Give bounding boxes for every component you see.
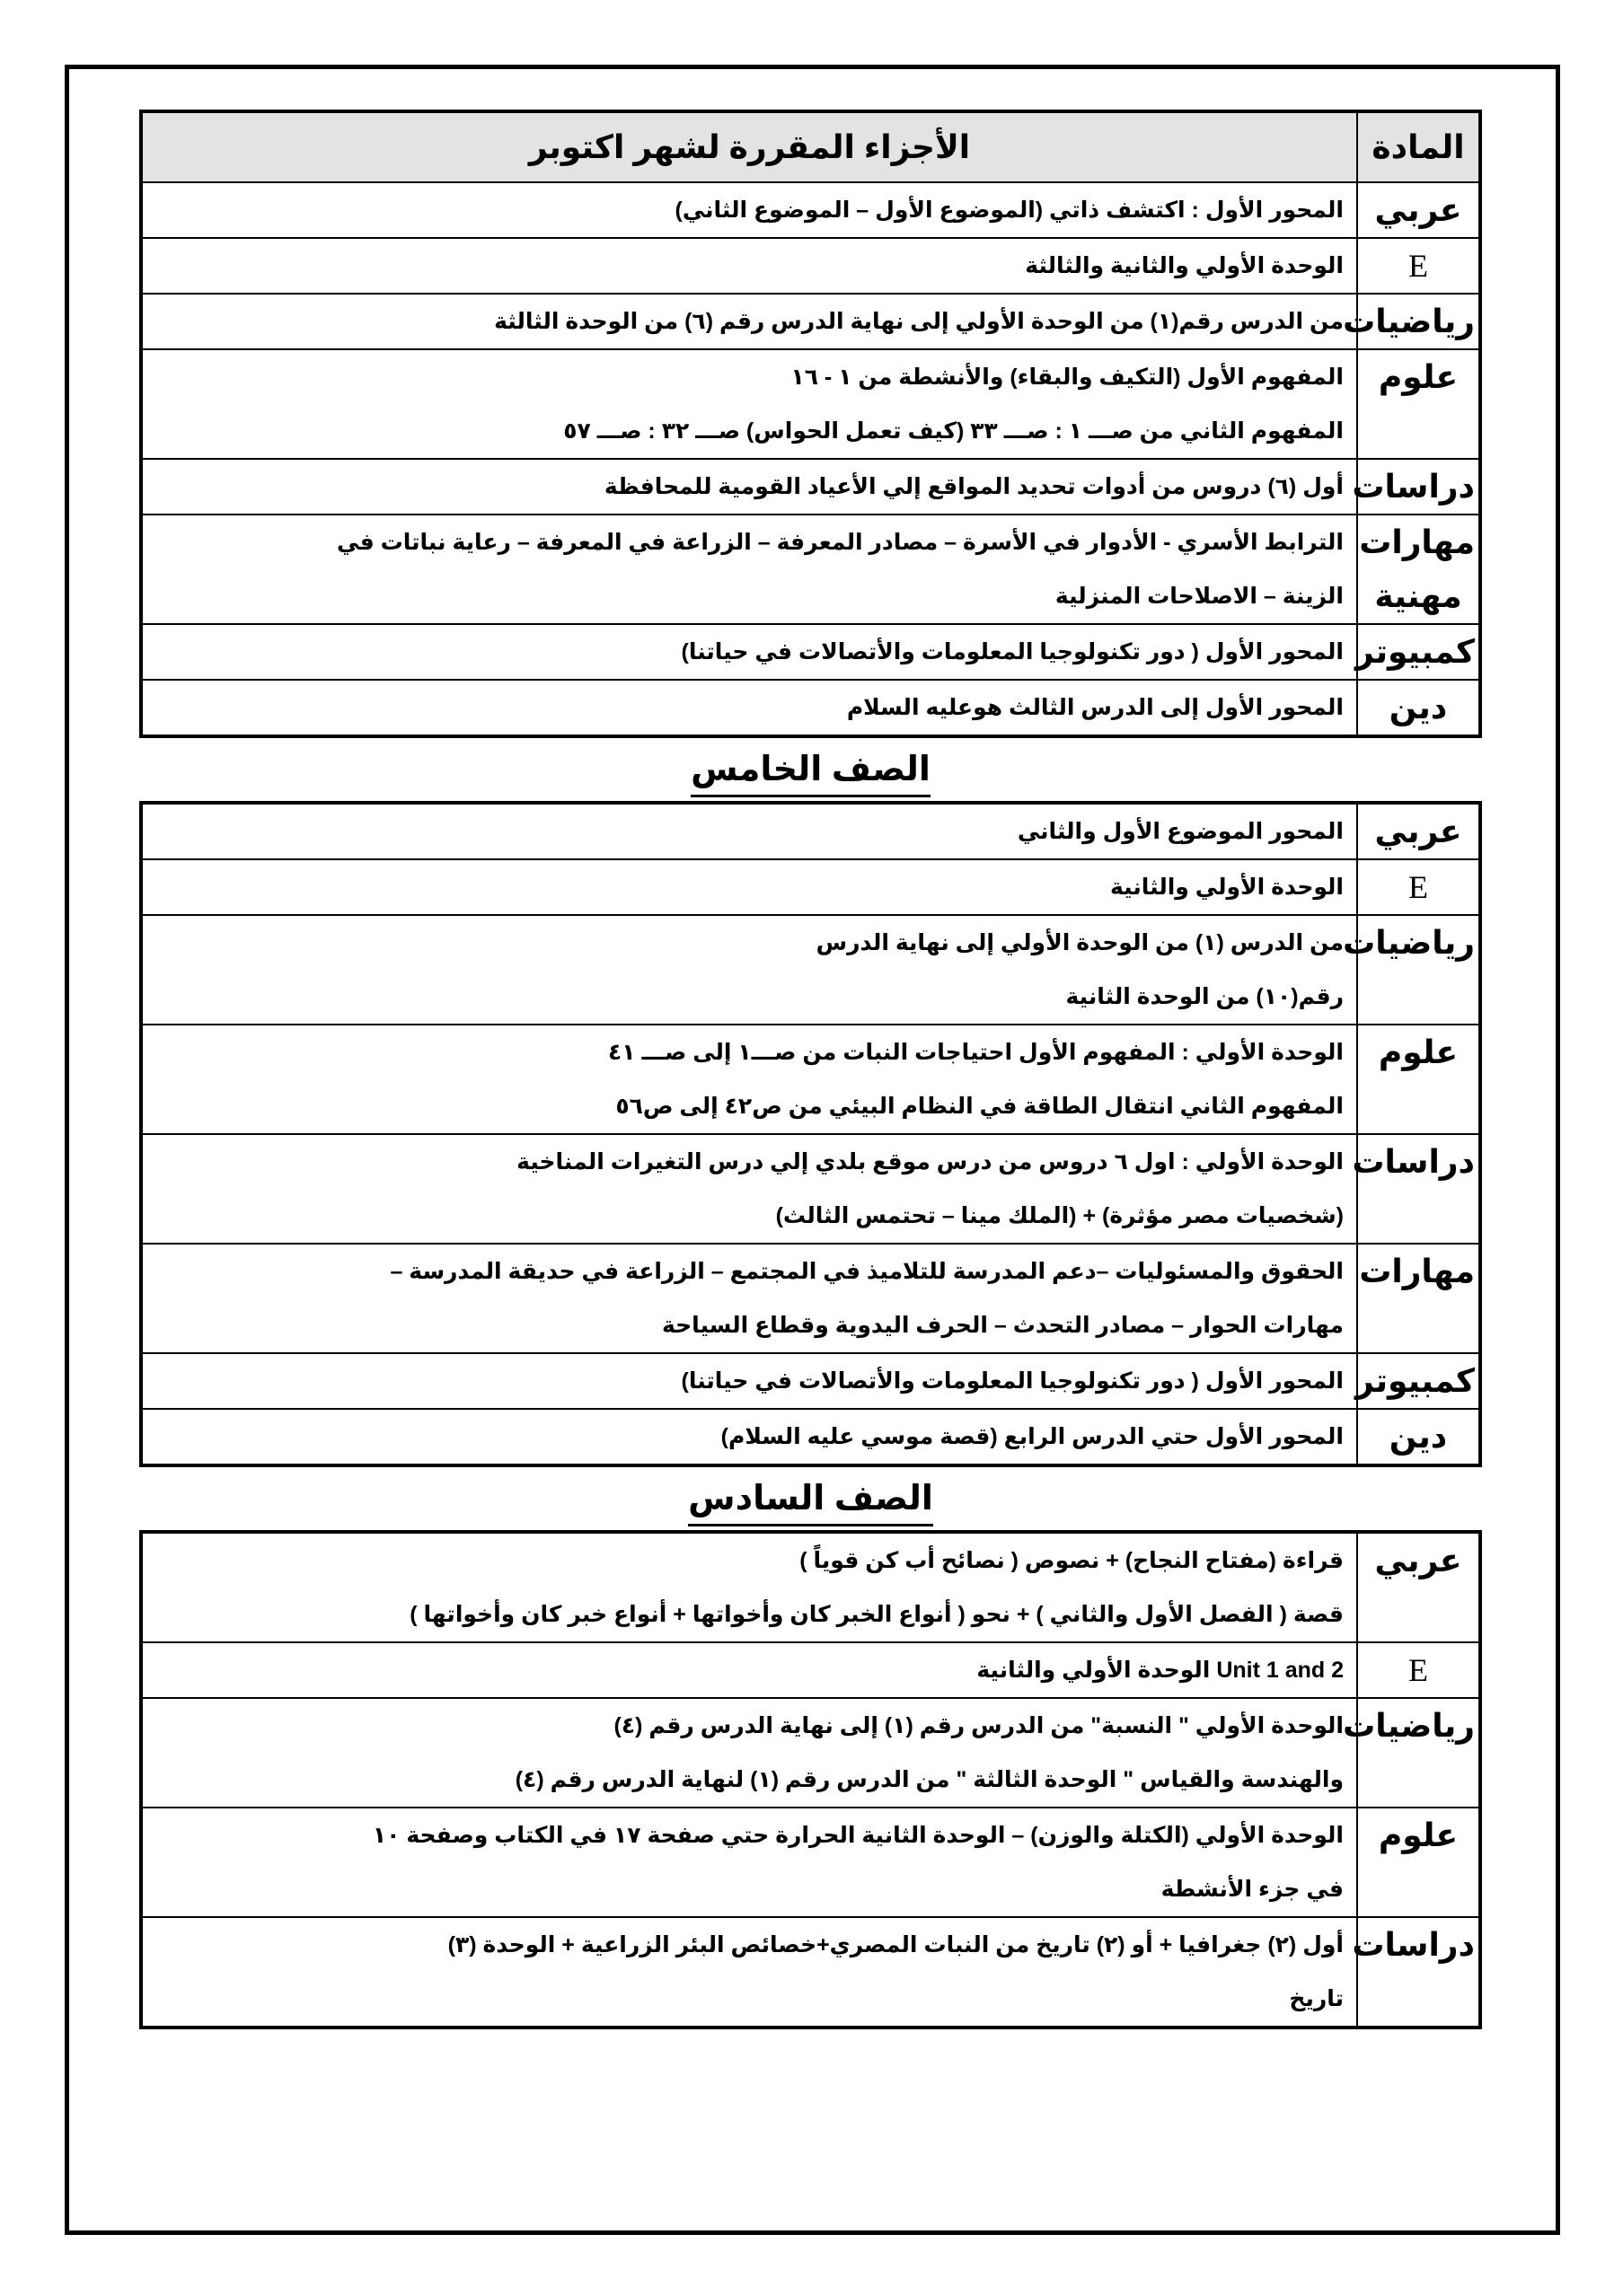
grade4-table — [139, 110, 1482, 738]
table-row — [141, 1532, 1480, 1642]
content-line: تاريخ — [1289, 1986, 1344, 2011]
table-row — [141, 459, 1480, 515]
content-line: الوحدة الأولي والثانية والثالثة — [1025, 253, 1344, 278]
content-line: المحور الأول ( دور تكنولوجيا المعلومات والأتصالات في حياتنا) — [681, 639, 1344, 664]
content-line: رقم(١٠) من الوحدة الثانية — [1065, 984, 1344, 1009]
subject-cell: عربي — [1357, 1532, 1480, 1642]
content-cell — [141, 1642, 1357, 1698]
grade5-table — [139, 801, 1482, 1467]
content-line: المحور الأول إلى الدرس الثالث هوعليه السلام — [846, 695, 1344, 720]
subject-cell: علوم — [1357, 349, 1480, 459]
table-row — [141, 1698, 1480, 1808]
subject-cell: رياضيات — [1357, 915, 1480, 1025]
table-row — [141, 859, 1480, 915]
subject-column-header: المادة — [1357, 111, 1480, 182]
table-row — [141, 1353, 1480, 1409]
content-cell — [141, 459, 1357, 515]
content-line: من الدرس (١) من الوحدة الأولي إلى نهاية الدرس — [816, 930, 1344, 955]
content-line: المفهوم الأول (التكيف والبقاء) والأنشطة من ١ - ١٦ — [790, 365, 1344, 390]
table-row — [141, 1134, 1480, 1244]
subject-cell: رياضيات — [1357, 1698, 1480, 1808]
content-cell — [141, 1134, 1357, 1244]
content-line: الوحدة الأولي (الكتلة والوزن) – الوحدة الثانية الحرارة حتي صفحة ١٧ في الكتاب وصفحة ١٠ — [372, 1823, 1344, 1848]
schedule-content — [139, 110, 1482, 2029]
table-row — [141, 349, 1480, 459]
table-row — [141, 803, 1480, 859]
content-line: الوحدة الأولي " النسبة" من الدرس رقم (١) إلى نهاية الدرس رقم (٤) — [613, 1713, 1344, 1738]
content-line: أول (٢) جغرافيا + أو (٢) تاريخ من النبات المصري+خصائص البئر الزراعية + الوحدة (٣) — [447, 1932, 1344, 1957]
table-row — [141, 515, 1480, 624]
content-line: الحقوق والمسئوليات –دعم المدرسة للتلاميذ في المجتمع – الزراعة في حديقة المدرسة – — [390, 1259, 1344, 1284]
content-cell — [141, 1409, 1357, 1465]
content-cell — [141, 515, 1357, 624]
content-line: قصة ( الفصل الأول والثاني ) + نحو ( أنواع الخبر كان وأخواتها + أنواع خبر كان وأخواتها ) — [410, 1602, 1344, 1627]
content-cell — [141, 859, 1357, 915]
content-line: المحور الأول ( دور تكنولوجيا المعلومات والأتصالات في حياتنا) — [681, 1368, 1344, 1394]
subject-cell: عربي — [1357, 803, 1480, 859]
subject-cell: مهارات مهنية — [1357, 515, 1480, 624]
subject-cell: دراسات — [1357, 1917, 1480, 2028]
table-row — [141, 1642, 1480, 1698]
table-row — [141, 1917, 1480, 2028]
subject-cell: دين — [1357, 680, 1480, 736]
table-row — [141, 1025, 1480, 1134]
content-line: (شخصيات مصر مؤثرة) + (الملك مينا – تحتمس الثالث) — [775, 1203, 1344, 1228]
content-line: المحور الأول حتي الدرس الرابع (قصة موسي عليه السلام) — [720, 1424, 1344, 1449]
table-row — [141, 1244, 1480, 1353]
parts-column-header: الأجزاء المقررة لشهر اكتوبر — [141, 111, 1357, 182]
table-row — [141, 1409, 1480, 1465]
content-cell — [141, 182, 1357, 238]
grade5-title — [139, 738, 1482, 801]
content-cell — [141, 803, 1357, 859]
table-row — [141, 680, 1480, 736]
content-cell — [141, 294, 1357, 349]
content-cell — [141, 1698, 1357, 1808]
content-line: والهندسة والقياس " الوحدة الثالثة " من الدرس رقم (١) لنهاية الدرس رقم (٤) — [515, 1767, 1344, 1792]
subject-cell: كمبيوتر — [1357, 624, 1480, 680]
content-line: المحور الموضوع الأول والثاني — [1017, 819, 1344, 844]
grade6-title-text: الصف السادس — [688, 1473, 933, 1526]
grade6-table — [139, 1530, 1482, 2029]
content-cell — [141, 624, 1357, 680]
table-row — [141, 294, 1480, 349]
table-row — [141, 182, 1480, 238]
subject-cell: علوم — [1357, 1808, 1480, 1917]
subject-cell: E — [1357, 859, 1480, 915]
table-row — [141, 915, 1480, 1025]
content-line: الوحدة الأولي : المفهوم الأول احتياجات النبات من صـــ١ إلى صـــ ٤١ — [607, 1040, 1344, 1065]
subject-cell: عربي — [1357, 182, 1480, 238]
subject-cell: علوم — [1357, 1025, 1480, 1134]
content-line: في جزء الأنشطة — [1160, 1877, 1344, 1902]
content-cell — [141, 238, 1357, 294]
content-cell — [141, 1532, 1357, 1642]
content-cell — [141, 915, 1357, 1025]
content-line: المفهوم الثاني انتقال الطاقة في النظام البيئي من ص٤٢ إلى ص٥٦ — [615, 1094, 1344, 1119]
content-cell — [141, 1025, 1357, 1134]
subject-cell: كمبيوتر — [1357, 1353, 1480, 1409]
subject-cell: دين — [1357, 1409, 1480, 1465]
content-cell — [141, 1808, 1357, 1917]
subject-cell: مهارات — [1357, 1244, 1480, 1353]
content-line: المفهوم الثاني من صـــ ١ : صـــ ٣٣ (كيف تعمل الحواس) صـــ ٣٢ : صـــ ٥٧ — [563, 418, 1344, 444]
subject-cell: رياضيات — [1357, 294, 1480, 349]
content-cell — [141, 1917, 1357, 2028]
table-row — [141, 1808, 1480, 1917]
content-line: الوحدة الأولي والثانية — [1110, 875, 1344, 900]
subject-cell: دراسات — [1357, 459, 1480, 515]
table-row — [141, 238, 1480, 294]
content-line: قراءة (مفتاح النجاح) + نصوص ( نصائح أب كن قوياً ) — [799, 1548, 1344, 1573]
content-line: مهارات الحوار – مصادر التحدث – الحرف اليدوية وقطاع السياحة — [662, 1313, 1344, 1338]
content-line: Unit 1 and 2 الوحدة الأولي والثانية — [976, 1658, 1344, 1683]
content-line: المحور الأول : اكتشف ذاتي (الموضوع الأول – الموضوع الثاني) — [675, 198, 1344, 223]
content-cell — [141, 680, 1357, 736]
content-cell — [141, 349, 1357, 459]
content-line: أول (٦) دروس من أدوات تحديد المواقع إلي الأعياد القومية للمحافظة — [604, 474, 1344, 499]
grade6-title — [139, 1467, 1482, 1530]
table-row — [141, 624, 1480, 680]
content-cell — [141, 1244, 1357, 1353]
content-line: الترابط الأسري - الأدوار في الأسرة – مصادر المعرفة – الزراعة في المعرفة – رعاية نباتات في — [337, 530, 1344, 555]
content-line: الوحدة الأولي : اول ٦ دروس من درس موقع بلدي إلي درس التغيرات المناخية — [516, 1149, 1344, 1174]
subject-cell: E — [1357, 1642, 1480, 1698]
table-header-row — [141, 111, 1480, 182]
subject-cell: E — [1357, 238, 1480, 294]
content-line: الزينة – الاصلاحات المنزلية — [1054, 584, 1344, 609]
subject-cell: دراسات — [1357, 1134, 1480, 1244]
content-cell — [141, 1353, 1357, 1409]
grade5-title-text: الصف الخامس — [691, 744, 931, 797]
content-line: من الدرس رقم(١) من الوحدة الأولي إلى نهاية الدرس رقم (٦) من الوحدة الثالثة — [494, 309, 1344, 334]
